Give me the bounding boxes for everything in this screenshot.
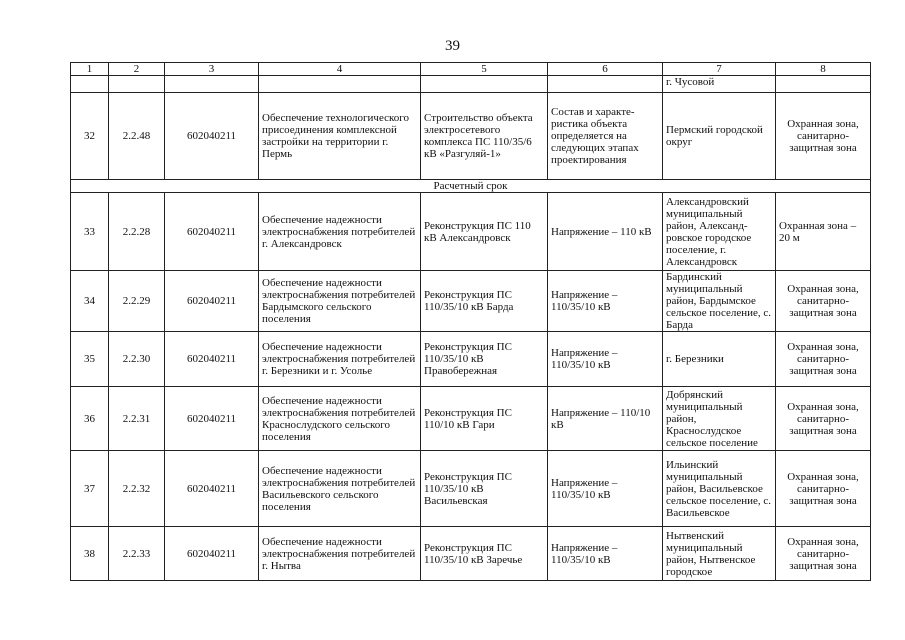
- row-code: 2.2.31: [109, 387, 165, 451]
- row-location: Нытвенский муниципальный район, Нытвенское городское: [663, 527, 776, 581]
- row-object-name: Реконструкция ПС 110/10 кВ Гари: [421, 387, 548, 451]
- continuation-row: [71, 76, 871, 93]
- row-code: 2.2.29: [109, 271, 165, 332]
- empty-cell: [109, 76, 165, 93]
- row-purpose: Обеспечение технологического присоединения комплексной застройки на территории г. Пермь: [259, 93, 421, 180]
- col-number-1: 1: [71, 63, 109, 76]
- row-purpose: Обеспечение надежности электроснабжения потребителей г. Александровск: [259, 193, 421, 271]
- col-number-3: 3: [165, 63, 259, 76]
- row-purpose: Обеспечение надежности электроснабжения потребителей г. Нытва: [259, 527, 421, 581]
- document-table: [70, 62, 871, 581]
- row-object-number: 602040211: [165, 271, 259, 332]
- location-cell: г. Чусовой: [663, 76, 776, 93]
- row-location: Добрянский муниципальный район, Краснослудское сельское поселение: [663, 387, 776, 451]
- col-number-7: 7: [663, 63, 776, 76]
- col-number-6: 6: [548, 63, 663, 76]
- row-object-name: Строительство объекта электросетевого комплекса ПС 110/35/6 кВ «Разгуляй-1»: [421, 93, 548, 180]
- section-header-row: [71, 180, 871, 193]
- table-row: [71, 387, 871, 451]
- table-row: [71, 332, 871, 387]
- row-object-number: 602040211: [165, 527, 259, 581]
- row-zone: Охранная зона, санитарно-защитная зона: [776, 451, 871, 527]
- row-parameters: Напряжение – 110/10 кВ: [548, 387, 663, 451]
- row-location: Бардинский муниципальный район, Бардымское сельское поселение, с. Барда: [663, 271, 776, 332]
- empty-cell: [421, 76, 548, 93]
- section-title: Расчетный срок: [71, 180, 871, 193]
- row-zone: Охранная зона, санитарно-защитная зона: [776, 271, 871, 332]
- row-location: Ильинский муниципальный район, Васильевское сельское поселение, с. Васильевское: [663, 451, 776, 527]
- row-number: 38: [71, 527, 109, 581]
- col-number-5: 5: [421, 63, 548, 76]
- empty-cell: [165, 76, 259, 93]
- page-number: 39: [445, 38, 460, 54]
- row-purpose: Обеспечение надежности электроснабжения потребителей Васильевского сельского поселения: [259, 451, 421, 527]
- row-code: 2.2.30: [109, 332, 165, 387]
- row-object-name: Реконструкция ПС 110/35/10 кВ Васильевская: [421, 451, 548, 527]
- table-row: [71, 193, 871, 271]
- row-purpose: Обеспечение надежности электроснабжения потребителей г. Березники и г. Усолье: [259, 332, 421, 387]
- table-row: [71, 93, 871, 180]
- row-code: 2.2.28: [109, 193, 165, 271]
- empty-cell: [548, 76, 663, 93]
- table-row: [71, 527, 871, 581]
- column-number-row: [71, 63, 871, 76]
- row-object-number: 602040211: [165, 193, 259, 271]
- row-object-number: 602040211: [165, 451, 259, 527]
- row-zone: Охранная зона, санитарно-защитная зона: [776, 332, 871, 387]
- row-parameters: Состав и характе-ристика объекта определяется на следующих этапах проектирования: [548, 93, 663, 180]
- row-code: 2.2.32: [109, 451, 165, 527]
- row-zone: Охранная зона – 20 м: [776, 193, 871, 271]
- row-location: Александровский муниципальный район, Александ-ровское городское поселение, г. Александровск: [663, 193, 776, 271]
- row-number: 35: [71, 332, 109, 387]
- row-location: г. Березники: [663, 332, 776, 387]
- row-object-number: 602040211: [165, 93, 259, 180]
- table-row: [71, 451, 871, 527]
- row-object-name: Реконструкция ПС 110 кВ Александровск: [421, 193, 548, 271]
- col-number-2: 2: [109, 63, 165, 76]
- row-number: 34: [71, 271, 109, 332]
- row-object-number: 602040211: [165, 332, 259, 387]
- empty-cell: [776, 76, 871, 93]
- empty-cell: [259, 76, 421, 93]
- row-object-number: 602040211: [165, 387, 259, 451]
- row-code: 2.2.48: [109, 93, 165, 180]
- row-object-name: Реконструкция ПС 110/35/10 кВ Заречье: [421, 527, 548, 581]
- row-zone: Охранная зона, санитарно-защитная зона: [776, 387, 871, 451]
- row-number: 37: [71, 451, 109, 527]
- row-purpose: Обеспечение надежности электроснабжения потребителей Бардымского сельского поселения: [259, 271, 421, 332]
- empty-cell: [71, 76, 109, 93]
- row-number: 36: [71, 387, 109, 451]
- row-location: Пермский городской округ: [663, 93, 776, 180]
- row-object-name: Реконструкция ПС 110/35/10 кВ Правобережная: [421, 332, 548, 387]
- row-code: 2.2.33: [109, 527, 165, 581]
- row-parameters: Напряжение – 110/35/10 кВ: [548, 527, 663, 581]
- row-number: 32: [71, 93, 109, 180]
- row-parameters: Напряжение – 110/35/10 кВ: [548, 332, 663, 387]
- table-row: [71, 271, 871, 332]
- row-object-name: Реконструкция ПС 110/35/10 кВ Барда: [421, 271, 548, 332]
- col-number-4: 4: [259, 63, 421, 76]
- row-parameters: Напряжение – 110/35/10 кВ: [548, 271, 663, 332]
- row-purpose: Обеспечение надежности электроснабжения потребителей Краснослудского сельского поселения: [259, 387, 421, 451]
- row-number: 33: [71, 193, 109, 271]
- col-number-8: 8: [776, 63, 871, 76]
- row-zone: Охранная зона, санитарно-защитная зона: [776, 93, 871, 180]
- row-parameters: Напряжение – 110/35/10 кВ: [548, 451, 663, 527]
- row-zone: Охранная зона, санитарно-защитная зона: [776, 527, 871, 581]
- row-parameters: Напряжение – 110 кВ: [548, 193, 663, 271]
